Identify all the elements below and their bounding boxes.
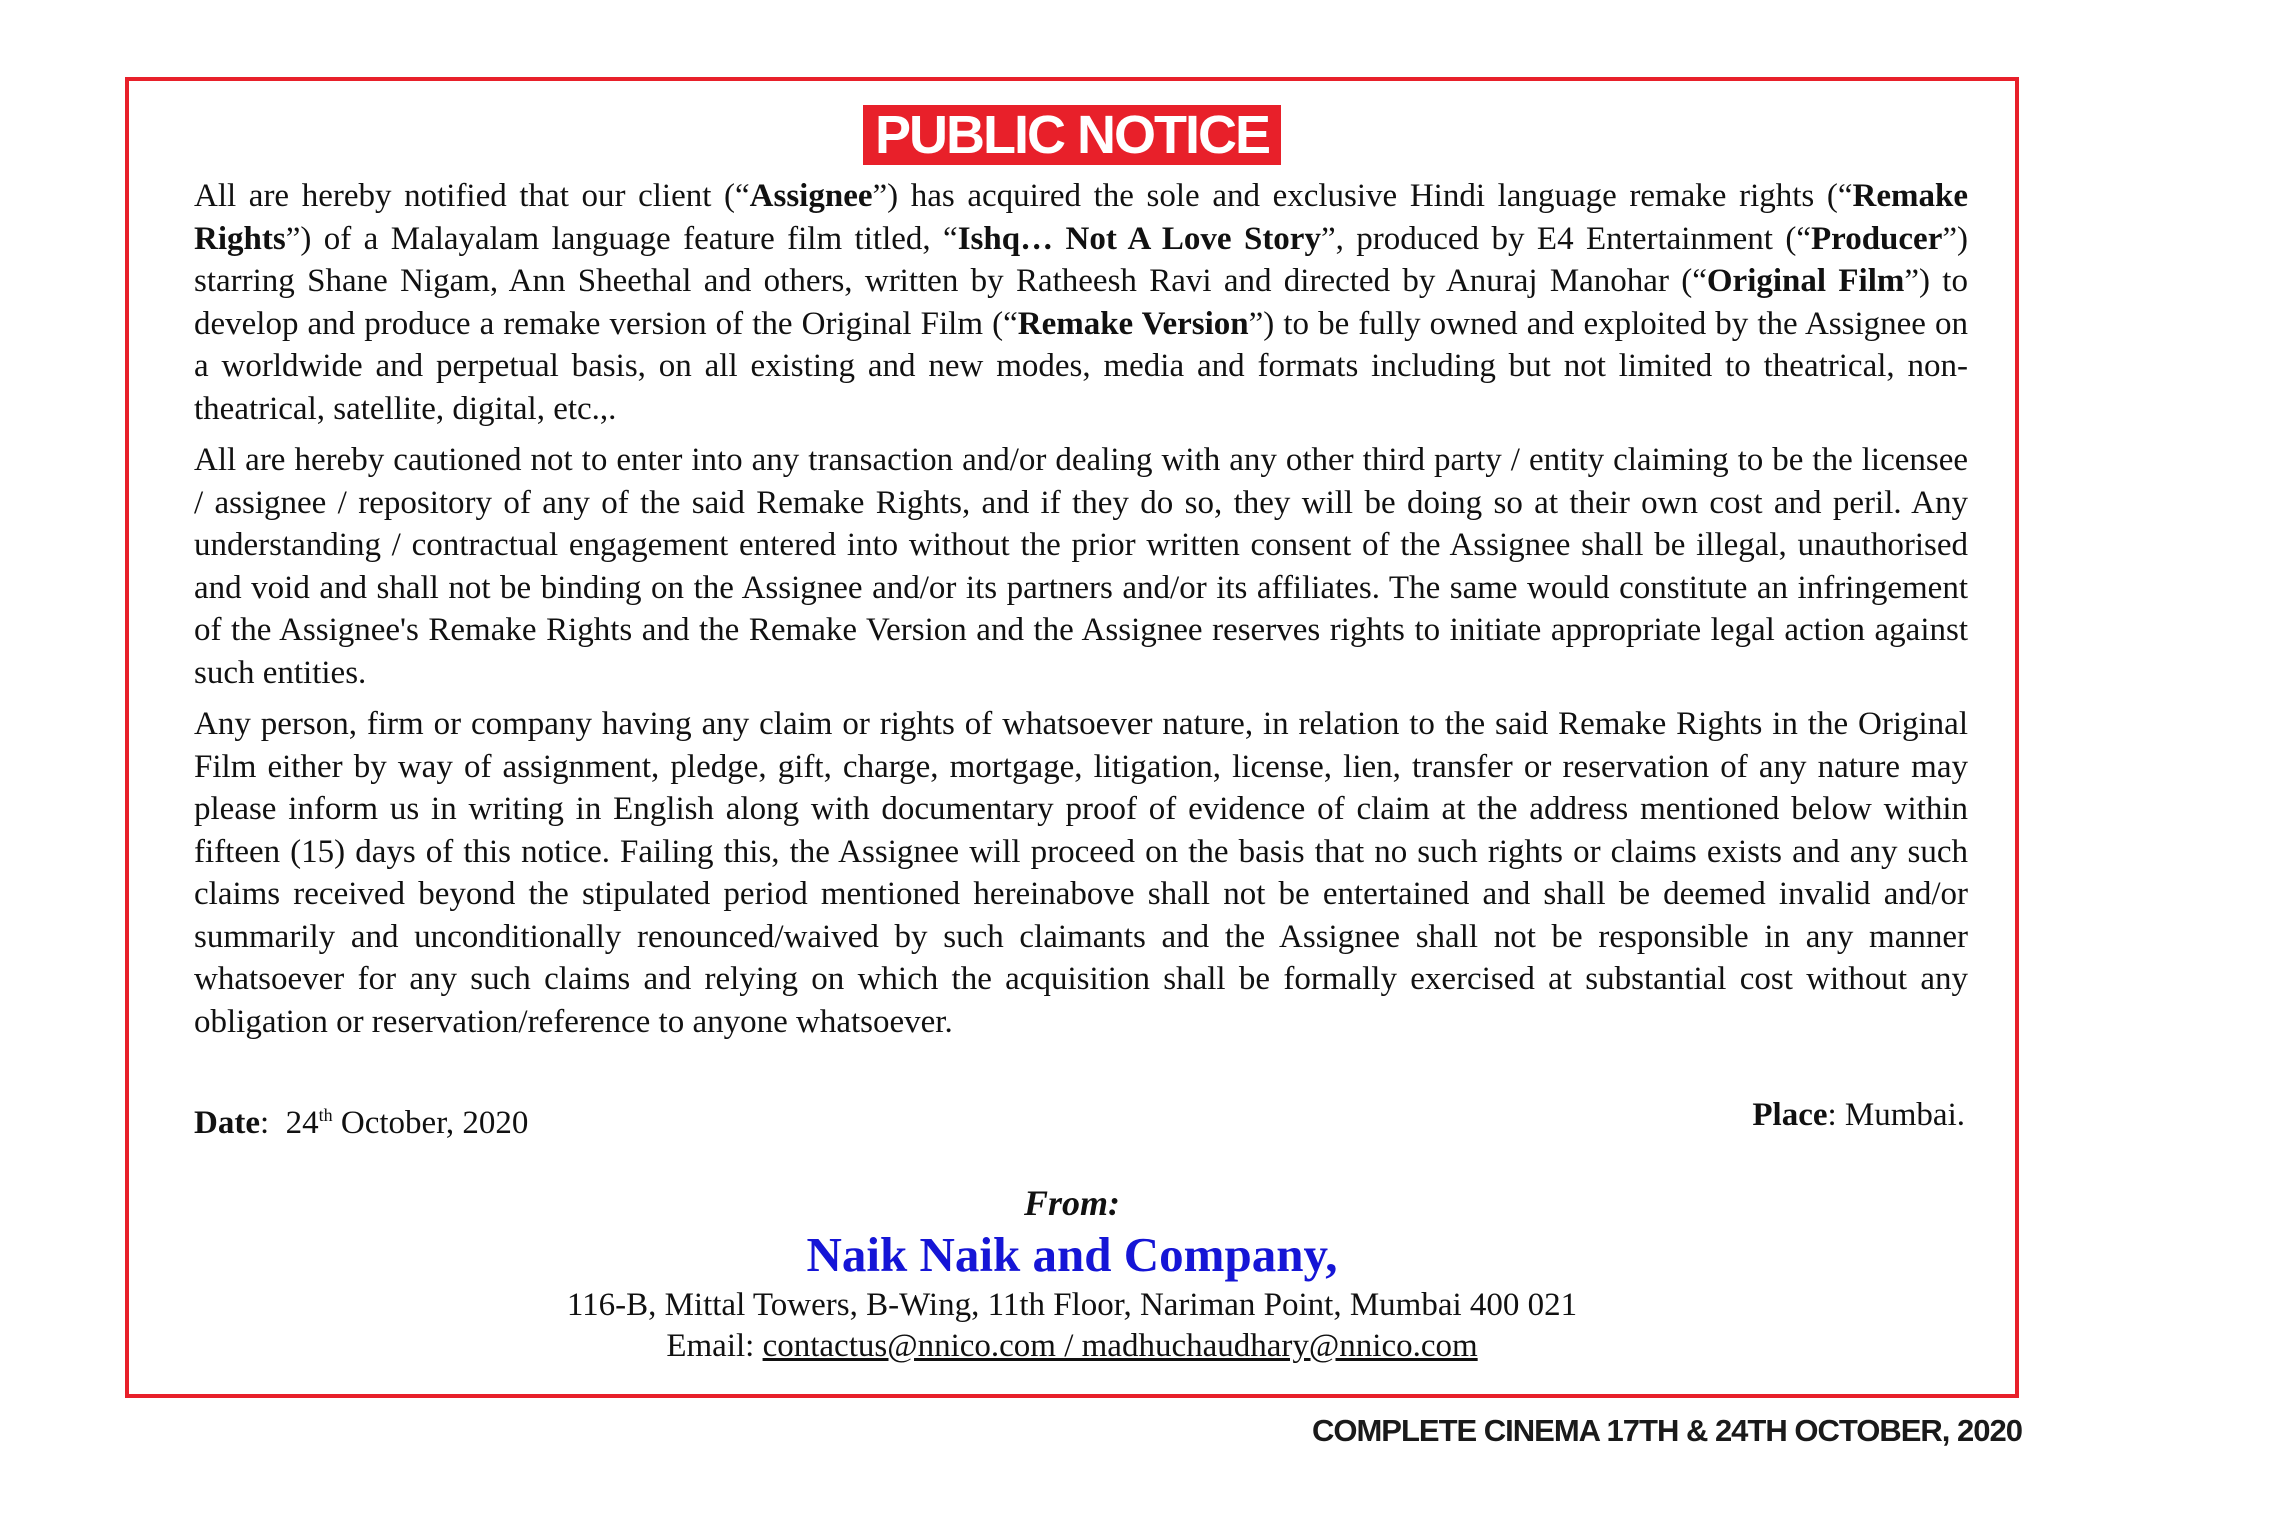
defined-term: Original Film: [1706, 263, 1905, 299]
paragraph-text-segment: ”) of a Malayalam language feature film titled, “: [285, 220, 958, 257]
notice-date: Date: 24th October, 2020: [194, 1105, 529, 1141]
notice-frame: [125, 77, 2019, 1398]
paragraph-text-segment: All are hereby notified that our client (“: [194, 178, 750, 214]
date-rest: October, 2020: [340, 1105, 529, 1141]
date-day: 24: [285, 1105, 319, 1141]
place-value: Mumbai.: [1844, 1097, 1965, 1133]
email-links[interactable]: contactus@nnico.com / madhuchaudhary@nnico.com: [762, 1328, 1478, 1364]
place-label: Place: [1752, 1097, 1828, 1133]
paragraph-caution: All are hereby cautioned not to enter into any transaction and/or dealing with any other third party / entity claiming to be the licensee / assignee / repository of any of the said Remake Rights, and if they do so, they will be doing so at their own cost and peril. Any understanding / contractual engagement entered into without the prior written consent of the Assignee shall be illegal, unauthorised and void and shall not be binding on the Assignee and/or its partners and/or its affiliates. The same would constitute an infringement of the Assignee's Remake Rights and the Remake Version and the Assignee reserves rights to initiate appropriate legal action against such entities.: [194, 442, 1968, 691]
paragraph-text-segment: ”) starring Shane Nigam, Ann Sheethal and others, written by Ratheesh Ravi and directed by Anuraj Manohar (“: [194, 220, 1968, 299]
paragraph-text-segment: ”) to develop and produce a remake version of the Original Film (“: [194, 263, 1968, 342]
notice-title: PUBLIC NOTICE: [863, 105, 1281, 165]
paragraph-text-segment: ”, produced by E4 Entertainment (“: [1320, 220, 1811, 257]
defined-term: Remake Version: [1017, 305, 1249, 342]
defined-term: Assignee: [749, 178, 873, 214]
defined-term: Ishq… Not A Love Story: [957, 220, 1321, 257]
notice-body: [194, 175, 1968, 1052]
from-label: From:: [1023, 1183, 1120, 1223]
notice-place: Place: Mumbai.: [1752, 1097, 1965, 1133]
email-line: [129, 1326, 2015, 1367]
date-place-row: [194, 1097, 1965, 1143]
paragraph-claims: Any person, firm or company having any claim or rights of whatsoever nature, in relation to the said Remake Rights in the Original Film either by way of assignment, pledge, gift, charge, mortgage, litigation, license, lien, transfer or reservation of any nature may please inform us in writing in English along with documentary proof of evidence of claim at the address mentioned below within fifteen (15) days of this notice. Failing this, the Assignee will proceed on the basis that no such rights or claims exists and any such claims received beyond the stipulated period mentioned hereinabove shall not be entertained and shall be deemed invalid and/or summarily and unconditionally renounced/waived by such claimants and the Assignee shall not be responsible in any manner whatsoever for any such claims and relying on which the acquisition shall be formally exercised at substantial cost without any obligation or reservation/reference to anyone whatsoever.: [194, 706, 1968, 1040]
firm-name: Naik Naik and Company,: [806, 1227, 1338, 1282]
defined-term: Remake Rights: [194, 178, 1968, 257]
paragraph-text-segment: ”) has acquired the sole and exclusive Hindi language remake rights (“: [872, 178, 1853, 214]
date-suffix: th: [318, 1105, 333, 1125]
title-wrap: [129, 105, 2015, 165]
date-label: Date: [194, 1105, 260, 1141]
publication-footer: COMPLETE CINEMA 17TH & 24TH OCTOBER, 2020: [1311, 1413, 2022, 1448]
defined-term: Producer: [1810, 220, 1943, 257]
paragraph-text-segment: ”) to be fully owned and exploited by the Assignee on a worldwide and perpetual basis, on all existing and new modes, media and formats including but not limited to theatrical, non-theatrical, satellite, digital, etc.,.: [194, 305, 1968, 427]
paragraph-acquisition: [194, 175, 1968, 430]
email-label: Email:: [666, 1328, 755, 1364]
firm-address: 116-B, Mittal Towers, B-Wing, 11th Floor, Nariman Point, Mumbai 400 021: [566, 1287, 1578, 1323]
from-block: [129, 1181, 2015, 1367]
